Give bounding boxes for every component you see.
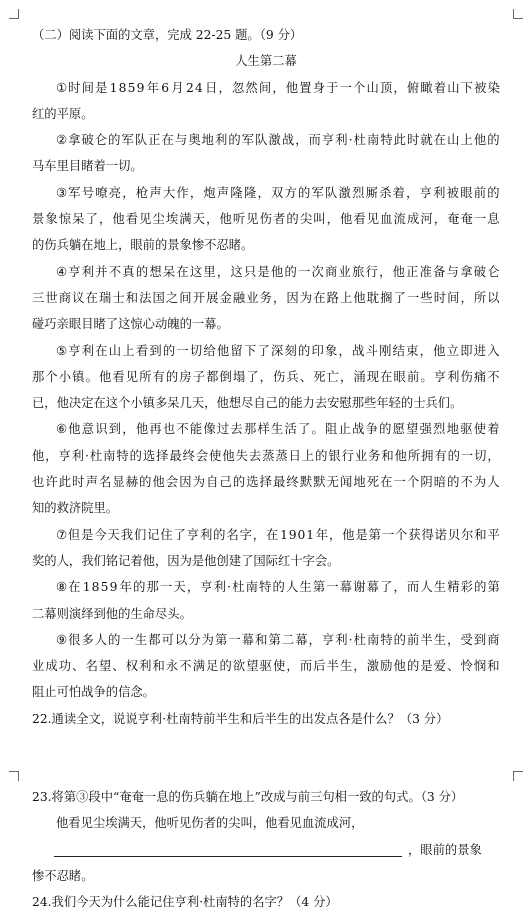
paragraph-line: 的伤兵躺在地上，眼前的景象惨不忍睹。 [32,238,254,253]
document-body [32,22,500,916]
answer-space-22[interactable] [32,732,500,784]
paragraph-line: ⑦ 但 是 今 天 我 们 记 住 了 亨 利 的 名 字 ， 在 1 9 0 1 年 ， 他 是 第 一 个 获 得 诺 贝 尔 和 平 [56,527,500,542]
paragraph-line: 他 ， 亨 利 · 杜 南 特 的 选 择 最 终 会 使 他 失 去 蒸 蒸 日 上 的 银 行 业 务 和 他 所 拥 有 的 一 切 ， [32,448,500,463]
paragraph-line: 也 许 此 时 声 名 显 赫 的 他 会 因 为 自 己 的 选 择 最 终 默 默 无 闻 地 死 在 一 个 阴 暗 的 不 为 人 [32,475,500,490]
crop-mark-bottom-right [513,771,523,781]
paragraph-line: ⑨ 很 多 人 的 一 生 都 可 以 分 为 第 一 幕 和 第 二 幕 ， 亨 利 · 杜 南 特 的 前 半 生 ， 受 到 商 [56,632,500,647]
paragraph-line: 已，他决定在这个小镇多呆几天，他想尽自己的能力去安慰那些年轻的士兵们。 [32,396,463,411]
paragraph-line: 景 象 惊 呆 了 ， 他 看 见 尘 埃 满 天 ， 他 听 见 伤 者 的 尖 叫 ， 他 看 见 血 流 成 河 ， 奄 奄 一 息 [32,212,500,227]
paragraph-line: 那 个 小 镇 。 他 看 见 所 有 的 房 子 都 倒 塌 了 ， 伤 兵 、 死 亡 ， 涌 现 在 眼 前 。 亨 利 伤 痛 不 [32,369,500,384]
question-23: 23.将第③段中“奄奄一息的伤兵躺在地上”改成与前三句相一致的句式。（3 分） [32,790,464,805]
paragraph-line: ③ 军 号 嘹 亮 ， 枪 声 大 作 ， 炮 声 隆 隆 ， 双 方 的 军 队 激 烈 厮 杀 着 ， 亨 利 被 眼 前 的 [56,185,500,200]
question-22: 22.通读全文，说说亨利·杜南特前半生和后半生的出发点各是什么？（3 分） [32,711,449,726]
answer-blank-23[interactable] [54,838,402,857]
article-body [32,75,500,706]
paragraph-line: ⑤ 亨 利 在 山 上 看 到 的 一 切 给 他 留 下 了 深 刻 的 印 象 ， 战 斗 刚 结 束 ， 他 立 即 进 入 [56,343,500,358]
paragraph-line: 二幕则演绎到他的生命尽头。 [32,606,192,621]
paragraph-line: ① 时 间 是 1 8 5 9 年 6 月 2 4 日 ， 忽 然 间 ， 他 置 身 于 一 个 山 顶 ， 俯 瞰 着 山 下 被 染 [56,80,500,95]
question-23-end: 惨不忍睹。 [32,868,94,883]
paragraph-line: 知的救济院里。 [32,501,119,516]
paragraph-line: 碰巧亲眼目睹了这惊心动魄的一幕。 [32,317,229,332]
paragraph-line: 马车里目睹着一切。 [32,159,143,174]
paragraph-line: ② 拿 破 仑 的 军 队 正 在 与 奥 地 利 的 军 队 激 战 ， 而 亨 利 · 杜 南 特 此 时 就 在 山 上 他 的 [56,133,500,148]
paragraph-line: 三 世 商 议 在 瑞 士 和 法 国 之 间 开 展 金 融 业 务 ， 因 为 在 路 上 他 耽 搁 了 一 些 时 间 ， 所 以 [32,290,500,305]
paragraph-line: 阻止可怕战争的信念。 [32,685,155,700]
crop-mark-top-left [9,9,19,19]
section-intro: （二）阅读下面的文章，完成 22-25 题。（9 分） [32,28,303,42]
paragraph-line: 奖的人，我们铭记着他，因为是他创建了国际红十字会。 [32,553,340,568]
paragraph-line: ⑥ 他 意 识 到 ， 他 再 也 不 能 像 过 去 那 样 生 活 了 。 阻 止 战 争 的 愿 望 强 烈 地 驱 使 着 [56,422,500,437]
paragraph-line: ⑧ 在 1 8 5 9 年 的 那 一 天 ， 亨 利 · 杜 南 特 的 人 生 第 一 幕 谢 幕 了 ， 而 人 生 精 彩 的 第 [56,580,500,595]
question-23-tail: ，眼前的景象 [408,842,482,857]
paragraph-line: 业 成 功 、 名 望 、 权 利 和 永 不 满 足 的 欲 望 驱 使 ， 而 后 半 生 ， 激 励 他 的 是 爱 、 怜 悯 和 [32,659,500,674]
question-23-answer-row [32,837,500,863]
paragraph-line: ④ 亨 利 并 不 真 的 想 呆 在 这 里 ， 这 只 是 他 的 一 次 商 业 旅 行 ， 他 正 准 备 与 拿 破 仑 [56,264,500,279]
question-24: 24.我们今天为什么能记住亨利·杜南特的名字？（4 分） [32,895,338,910]
crop-mark-bottom-left [9,771,19,781]
crop-mark-top-right [513,9,523,19]
paragraph-line: 红的平原。 [32,106,94,121]
question-23-given-text: 他看见尘埃满天，他听见伤者的尖叫，他看见血流成河， [56,816,364,831]
article-title: 人生第二幕 [235,54,297,69]
